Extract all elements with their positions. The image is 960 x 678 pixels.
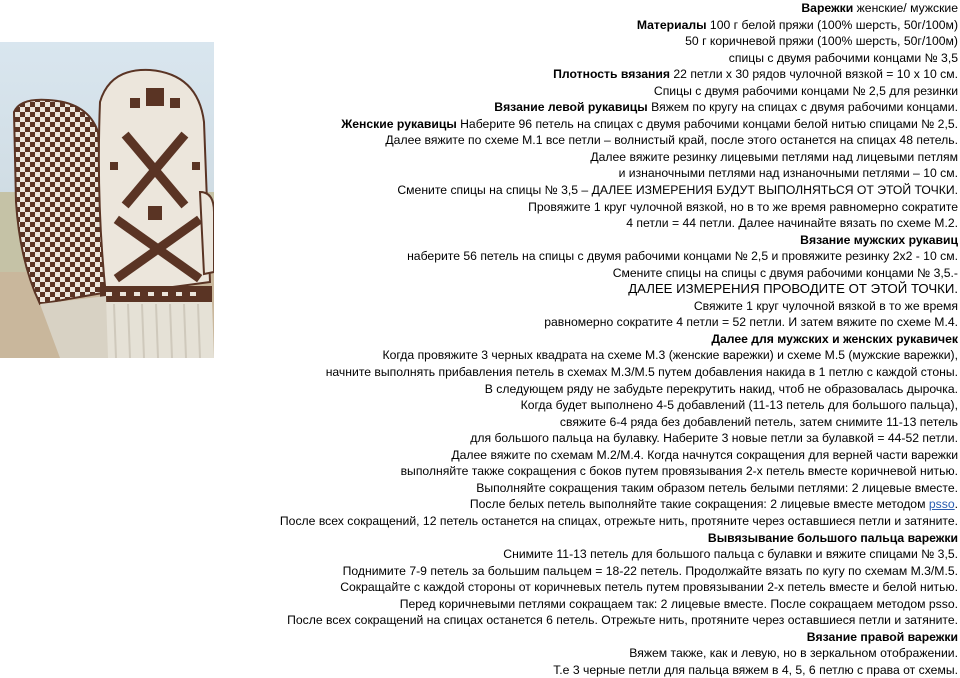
bold-label: Плотность вязания: [553, 67, 670, 82]
instruction-line: [198, 381, 958, 398]
line-text: Смените спицы на спицы с двумя рабочими концами № 3,5.-: [612, 265, 958, 280]
instruction-line: [198, 430, 958, 447]
line-text: Смените спицы на спицы № 3,5 – ДАЛЕЕ ИЗМЕРЕНИЯ БУДУТ ВЫПОЛНЯТЬСЯ ОТ ЭТОЙ ТОЧКИ.: [397, 183, 958, 198]
bold-label: Вязание мужских рукавиц: [800, 232, 958, 247]
instruction-line: [198, 265, 958, 282]
line-text: 100 г белой пряжи (100% шерсть, 50г/100м): [706, 17, 958, 32]
line-text: свяжите 6-4 ряда без добавлений петель, затем снимите 11-13 петель: [559, 414, 958, 429]
line-text: для большого пальца на булавку. Наберите 3 новые петли за булавкой = 44-52 петли.: [470, 431, 958, 446]
instruction-line: [198, 132, 958, 149]
line-text: Далее вяжите по схемам М.2/М.4. Когда начнутся сокращения для верней части варежки: [451, 447, 958, 462]
line-text: В следующем ряду не забудьте перекрутить накид, чтоб не образовалась дырочка.: [484, 381, 958, 396]
instruction-line: [198, 496, 958, 513]
instruction-line: [198, 281, 958, 298]
instruction-line: [198, 414, 958, 431]
instruction-line: [198, 347, 958, 364]
bold-label: Вязание левой рукавицы: [494, 100, 648, 115]
line-text: Перед коричневыми петлями сокращаем так: 2 лицевые вместе. После сокращаем методом psso.: [399, 596, 958, 611]
instruction-line: [198, 662, 958, 678]
instruction-line: [198, 314, 958, 331]
section-heading-line: [198, 331, 958, 348]
section-heading-line: [198, 530, 958, 547]
line-text: После белых петель выполняйте такие сокращения: 2 лицевые вместе методом: [469, 497, 929, 512]
instruction-line: [198, 248, 958, 265]
line-text: выполняйте также сокращения с боков путем провязывания 2-х петель вместе коричневой нитью.: [400, 464, 958, 479]
section-heading-line: [198, 66, 958, 83]
line-text: Сокращайте с каждой стороны от коричневых петель путем провязывании 2-х петель вместе и белой нитью.: [340, 580, 958, 595]
instruction-line: [198, 149, 958, 166]
line-text: 50 г коричневой пряжи (100% шерсть, 50г/100м): [685, 34, 958, 49]
instructions-text: [198, 0, 958, 678]
line-text: 22 петли х 30 рядов чулочной вязкой = 10 х 10 см.: [669, 67, 958, 82]
bold-label: Материалы: [636, 17, 707, 32]
instruction-line: [198, 513, 958, 530]
instruction-line: [198, 480, 958, 497]
line-text: После всех сокращений на спицах останется 6 петель. Отрежьте нить, протяните через оставшиеся петли и затяните.: [287, 613, 958, 628]
instruction-line: [198, 645, 958, 662]
line-text: Провяжите 1 круг чулочной вязкой, но в то же время равномерно сократите: [528, 199, 958, 214]
line-text: наберите 56 петель на спицы с двумя рабочими концами № 2,5 и провяжите резинку 2х2 - 10 см.: [407, 249, 958, 264]
instruction-line: [198, 199, 958, 216]
line-text: Вяжем также, как и левую, но в зеркальном отображении.: [629, 646, 958, 661]
line-text-after: .: [954, 497, 958, 512]
line-text: Когда провяжите 3 черных квадрата на схеме М.3 (женские варежки) и схеме М.5 (мужские варежки),: [382, 348, 958, 363]
line-text: Наберите 96 петель на спицах с двумя рабочими концами белой нитью спицами № 2,5.: [456, 116, 958, 131]
section-heading-line: [198, 0, 958, 17]
bold-label: Вязание правой варежки: [806, 629, 958, 644]
section-heading-line: [198, 99, 958, 116]
section-heading-line: [198, 17, 958, 34]
line-text: ДАЛЕЕ ИЗМЕРЕНИЯ ПРОВОДИТЕ ОТ ЭТОЙ ТОЧКИ.: [628, 281, 958, 297]
section-heading-line: [198, 232, 958, 249]
line-text: женские/ мужские: [853, 1, 958, 15]
instruction-line: [198, 33, 958, 50]
instruction-line: [198, 612, 958, 629]
section-heading-line: [198, 629, 958, 646]
line-text: 4 петли = 44 петли. Далее начинайте вязать по схеме М.2.: [626, 216, 958, 231]
instruction-line: [198, 397, 958, 414]
instruction-line: [198, 215, 958, 232]
line-text: Свяжите 1 круг чулочной вязкой в то же время: [693, 298, 958, 313]
instruction-line: [198, 596, 958, 613]
mittens-photo: [0, 42, 214, 358]
line-text: Снимите 11-13 петель для большого пальца с булавки и вяжите спицами № 3,5.: [503, 547, 958, 562]
line-text: После всех сокращений, 12 петель останется на спицах, отрежьте нить, протяните через оставшиеся петли и затяните.: [279, 513, 958, 528]
line-text: спицы с двумя рабочими концами № 3,5: [728, 50, 958, 65]
instruction-line: [198, 447, 958, 464]
bold-label: Далее для мужских и женских рукавичек: [711, 331, 958, 346]
line-text: Поднимите 7-9 петель за большим пальцем = 18-22 петель. Продолжайте вязать по кугу по схемам М.3/М.5.: [342, 563, 958, 578]
instruction-line: [198, 50, 958, 67]
line-text: равномерно сократите 4 петли = 52 петли. И затем вяжите по схеме М.4.: [544, 315, 958, 330]
line-text: начните выполнять прибавления петель в схемах М.3/М.5 путем добавления накида в 1 петлю с каждой стоны.: [325, 365, 958, 380]
line-text: и изнаночными петлями над изнаночными петлями – 10 см.: [618, 166, 958, 181]
line-text: Вяжем по кругу на спицах с двумя рабочими концами.: [647, 100, 958, 115]
instruction-line: [198, 463, 958, 480]
line-text: Т.е 3 черные петли для пальца вяжем в 4, 5, 6 петлю с права от схемы.: [553, 662, 958, 677]
line-text: Спицы с двумя рабочими концами № 2,5 для резинки: [653, 83, 958, 98]
instruction-line: [198, 298, 958, 315]
line-text: Далее вяжите резинку лицевыми петлями над лицевыми петлям: [590, 149, 958, 164]
section-heading-line: [198, 116, 958, 133]
bold-label: Женские рукавицы: [341, 116, 457, 131]
instruction-line: [198, 579, 958, 596]
instruction-line: [198, 563, 958, 580]
line-text: Далее вяжите по схеме М.1 все петли – волнистый край, после этого останется на спицах 48 петель.: [385, 133, 958, 148]
instruction-line: [198, 364, 958, 381]
line-text: Когда будет выполнено 4-5 добавлений (11-13 петель для большого пальца),: [520, 398, 958, 413]
instruction-line: [198, 83, 958, 100]
instruction-line: [198, 182, 958, 199]
instruction-line: [198, 165, 958, 182]
bold-label: Варежки: [801, 1, 854, 15]
instruction-line: [198, 546, 958, 563]
bold-label: Вывязывание большого пальца варежки: [707, 530, 958, 545]
psso-link[interactable]: psso: [928, 497, 955, 512]
line-text: Выполняйте сокращения таким образом петель белыми петлями: 2 лицевые вместе.: [476, 480, 958, 495]
